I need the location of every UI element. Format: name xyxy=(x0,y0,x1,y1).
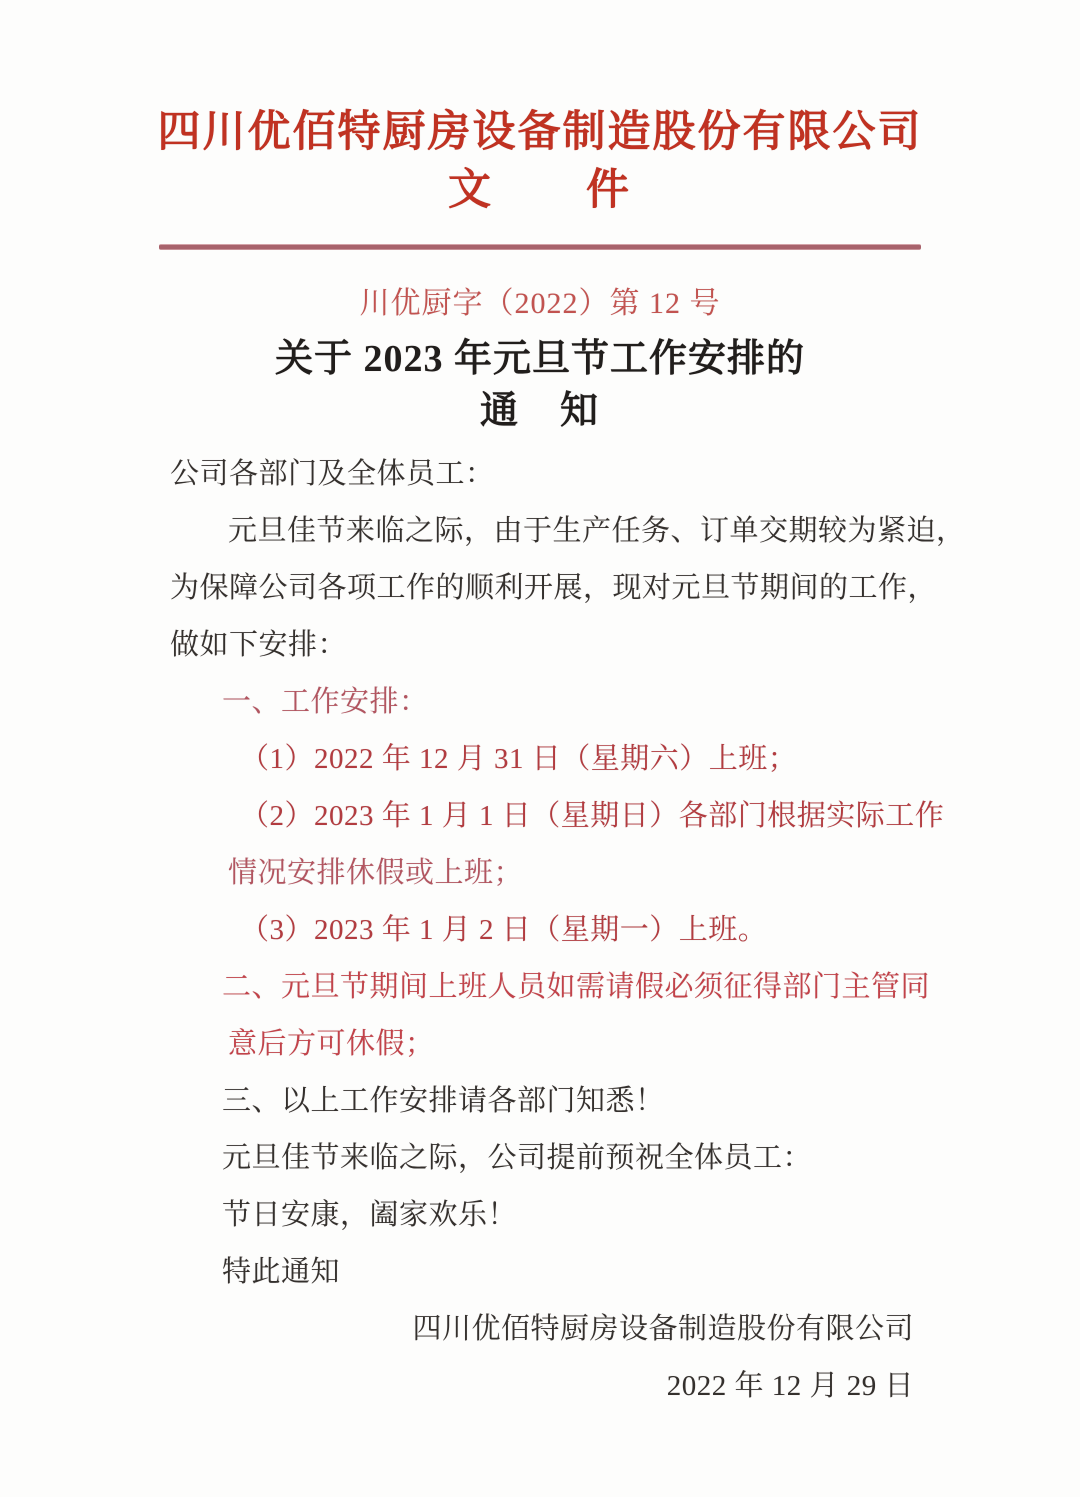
section-3: 三、以上工作安排请各部门知悉！ xyxy=(222,1085,665,1117)
company-name: 四川优佰特厨房设备制造股份有限公司 xyxy=(157,109,923,156)
document-header xyxy=(0,0,1080,250)
doc-number: 川优厨字（2022）第 12 号 xyxy=(359,287,721,320)
closing-line-1: 元旦佳节来临之际，公司提前预祝全体员工： xyxy=(222,1142,813,1174)
notice-title-line2: 通 知 xyxy=(479,390,600,432)
intro-line-2: 为保障公司各项工作的顺利开展，现对元旦节期间的工作， xyxy=(170,572,938,604)
document-body xyxy=(0,446,1080,1415)
section-2-line1: 二、元旦节期间上班人员如需请假必须征得部门主管同 xyxy=(222,971,931,1003)
closing-line-2: 节日安康，阖家欢乐！ xyxy=(222,1199,518,1231)
section-1-item-3: （3）2023 年 1 月 2 日（星期一）上班。 xyxy=(240,914,768,946)
section-1-item-1: （1）2022 年 12 月 31 日（星期六）上班； xyxy=(240,743,798,775)
signature-date: 2022 年 12 月 29 日 xyxy=(666,1370,914,1402)
intro-line-3: 做如下安排： xyxy=(170,629,348,661)
header-separator-line xyxy=(159,244,921,250)
signature-company: 四川优佰特厨房设备制造股份有限公司 xyxy=(412,1313,914,1345)
section-1-item-2-line1: （2）2023 年 1 月 1 日（星期日）各部门根据实际工作 xyxy=(240,800,945,832)
doc-type-label: 文 件 xyxy=(448,167,632,214)
notice-title-line1: 关于 2023 年元旦节工作安排的 xyxy=(274,338,805,380)
salutation: 公司各部门及全体员工： xyxy=(170,458,495,490)
section-1-heading: 一、工作安排： xyxy=(222,686,429,718)
closing-line-3: 特此通知 xyxy=(222,1256,341,1288)
intro-line-1: 元旦佳节来临之际，由于生产任务、订单交期较为紧迫， xyxy=(228,515,966,547)
section-1-item-2-line2: 情况安排休假或上班； xyxy=(228,857,524,889)
section-2-line2: 意后方可休假； xyxy=(228,1028,435,1060)
